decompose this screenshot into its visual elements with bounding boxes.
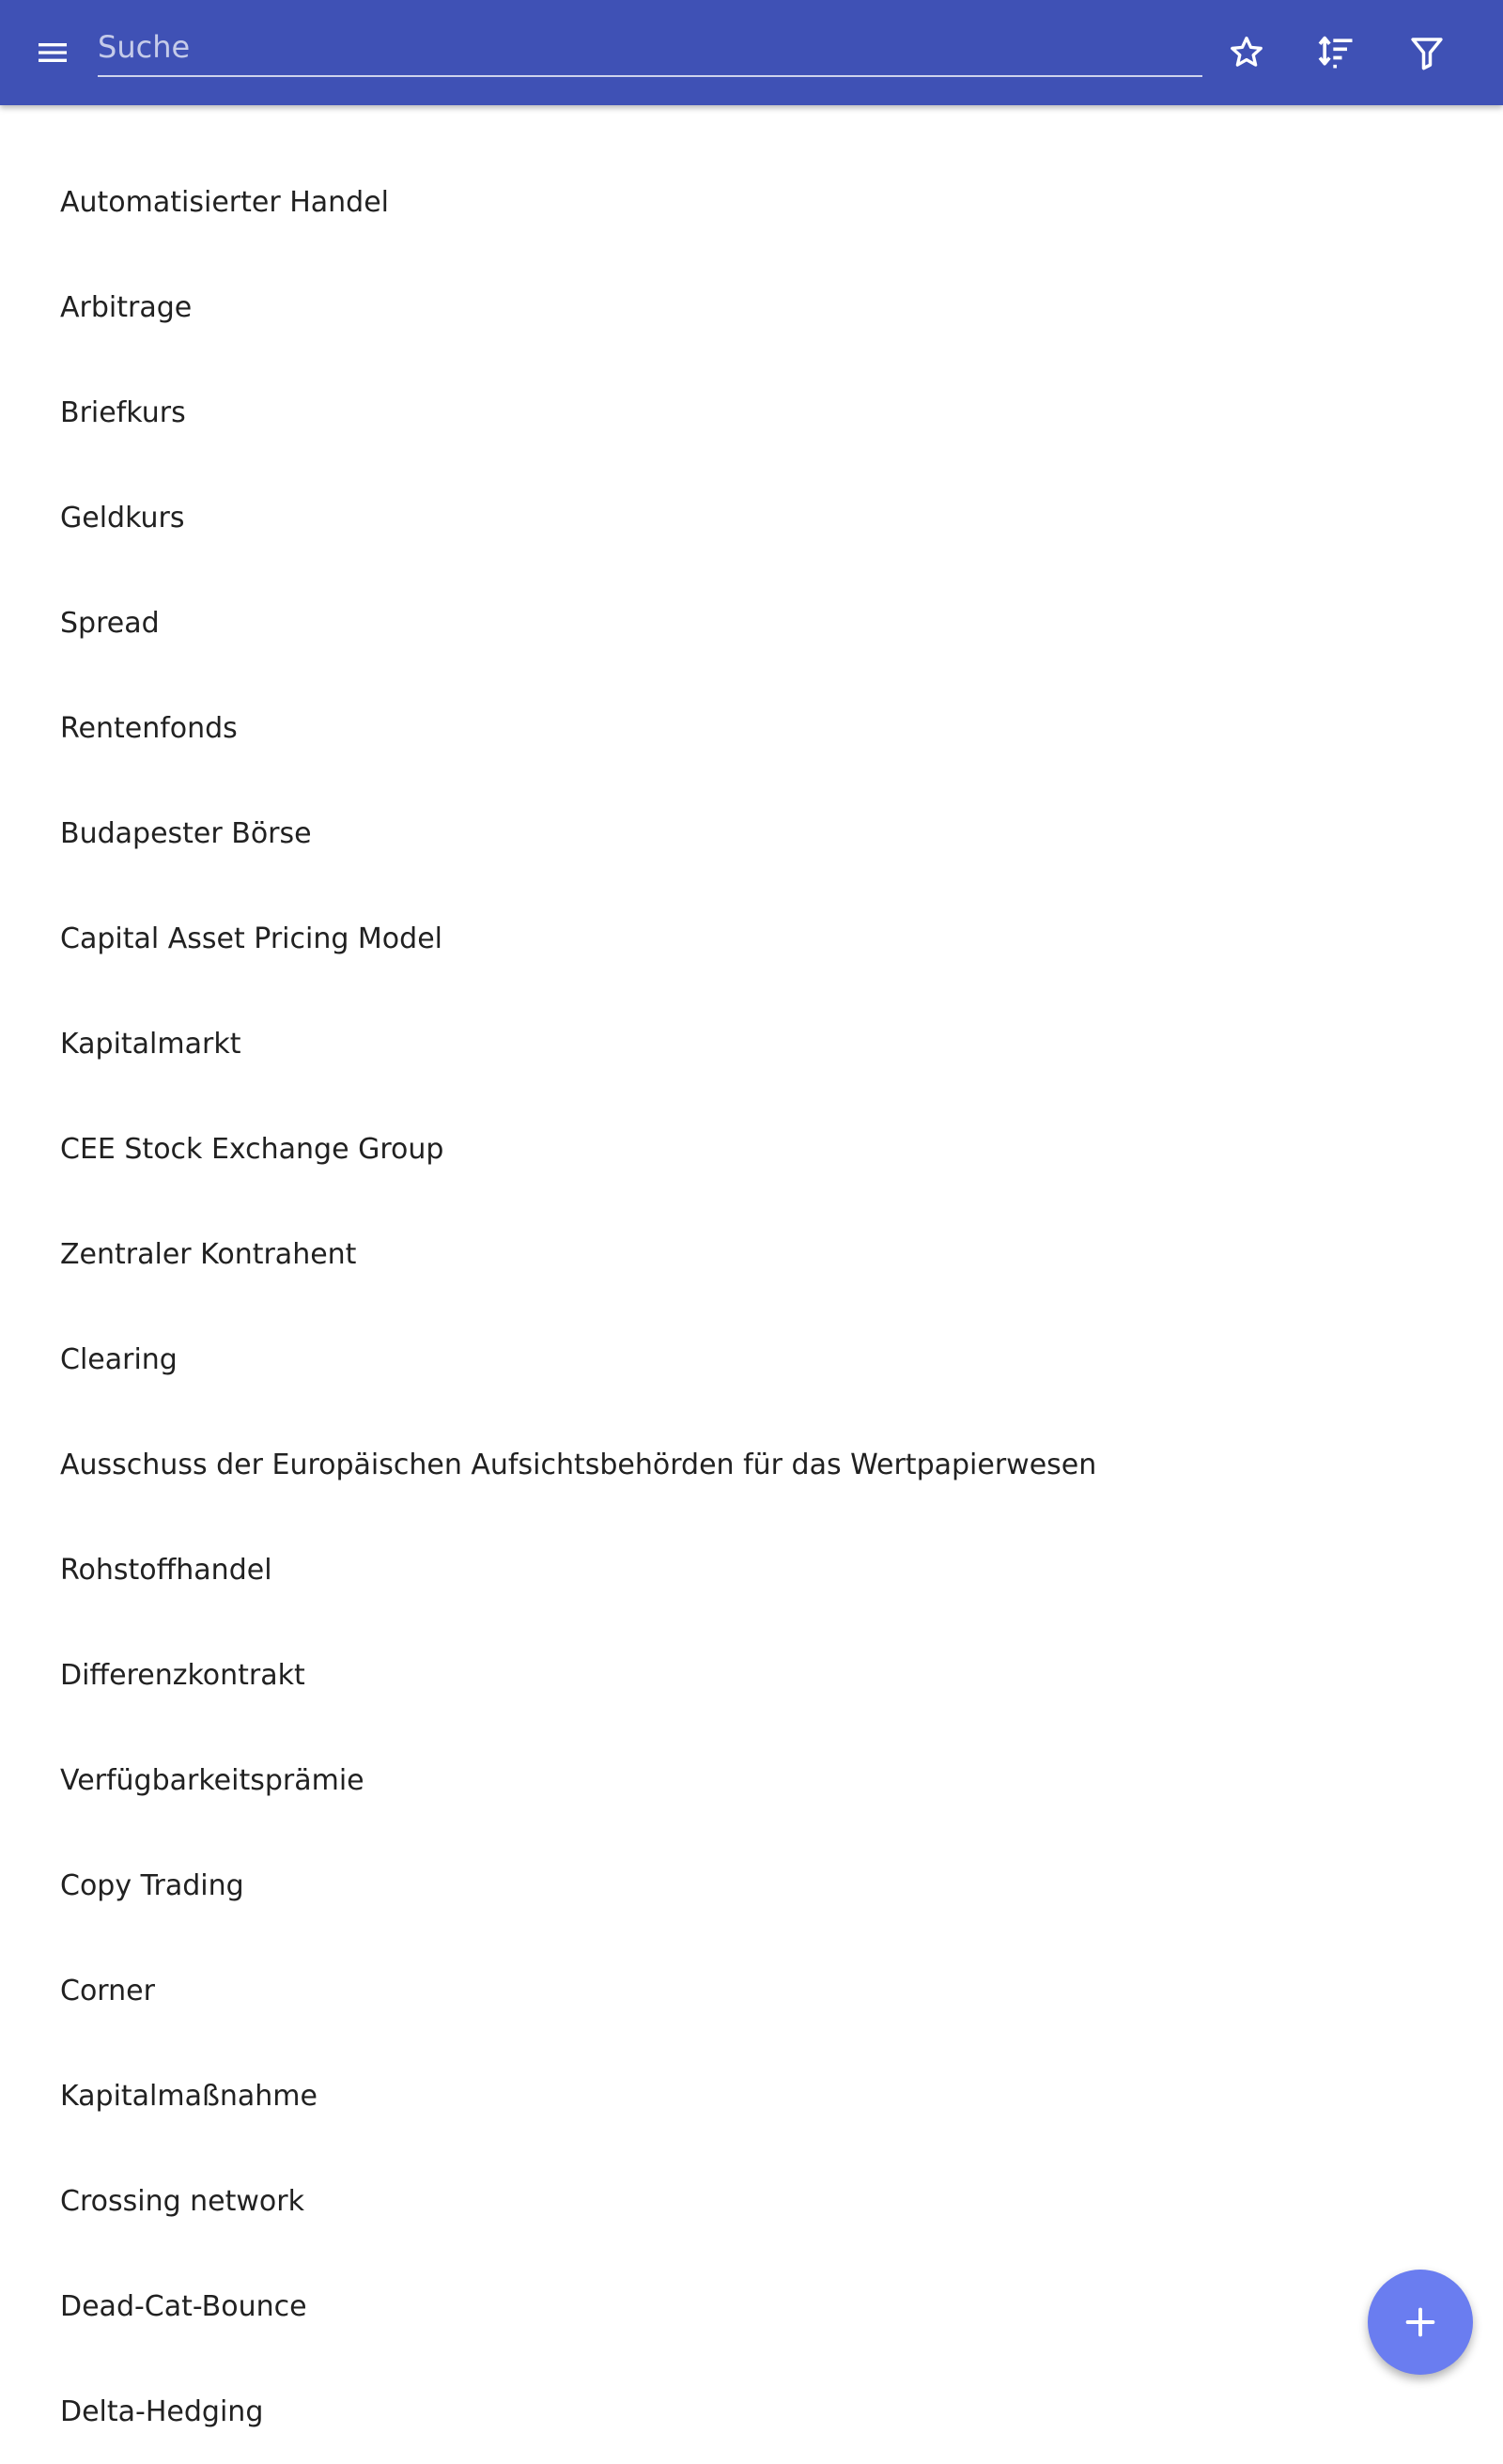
list-item[interactable] — [0, 2359, 1503, 2464]
list-item-label: Kapitalmaßnahme — [60, 2079, 318, 2113]
list-item-label: Crossing network — [60, 2184, 304, 2218]
list-item[interactable] — [0, 2148, 1503, 2254]
list-item[interactable] — [0, 781, 1503, 886]
search-field — [98, 19, 1202, 77]
list-item[interactable] — [0, 991, 1503, 1096]
list-item-label: Dead-Cat-Bounce — [60, 2289, 307, 2323]
list-item[interactable] — [0, 886, 1503, 991]
list-item-label: Delta-Hedging — [60, 2394, 264, 2428]
filter-button[interactable] — [1397, 23, 1457, 83]
list-item-label: Clearing — [60, 1342, 178, 1376]
list-item[interactable] — [0, 1201, 1503, 1307]
menu-icon — [34, 34, 71, 71]
list-item[interactable] — [0, 2254, 1503, 2359]
add-button[interactable] — [1368, 2270, 1473, 2375]
list-item-label: Arbitrage — [60, 290, 193, 324]
list-item[interactable] — [0, 255, 1503, 360]
list-item[interactable] — [0, 360, 1503, 465]
list-item[interactable] — [0, 1517, 1503, 1622]
list-item[interactable] — [0, 149, 1503, 255]
list-item[interactable] — [0, 1307, 1503, 1412]
sort-button[interactable] — [1307, 23, 1367, 83]
list-item-label: Automatisierter Handel — [60, 185, 389, 219]
list-item-label: Briefkurs — [60, 395, 186, 429]
filter-icon — [1407, 33, 1447, 72]
list-item-label: Differenzkontrakt — [60, 1658, 305, 1692]
list-item[interactable] — [0, 1728, 1503, 1833]
list-item[interactable] — [0, 1096, 1503, 1201]
list-item-label: Corner — [60, 1974, 155, 2007]
term-list — [0, 105, 1503, 2428]
list-item[interactable] — [0, 1412, 1503, 1517]
list-item-label: Zentraler Kontrahent — [60, 1237, 357, 1271]
plus-icon — [1402, 2303, 1439, 2341]
menu-button[interactable] — [23, 23, 83, 83]
list-item[interactable] — [0, 2043, 1503, 2148]
sort-icon — [1316, 32, 1357, 73]
list-item[interactable] — [0, 675, 1503, 781]
star-outline-icon — [1227, 33, 1266, 72]
list-item-label: CEE Stock Exchange Group — [60, 1132, 444, 1166]
favorites-button[interactable] — [1216, 23, 1277, 83]
list-item-label: Verfügbarkeitsprämie — [60, 1763, 364, 1797]
list-item-label: Rentenfonds — [60, 711, 238, 745]
search-input[interactable] — [98, 19, 1202, 75]
app-bar — [0, 0, 1503, 105]
list-item-label: Ausschuss der Europäischen Aufsichtsbehörden für das Wertpapierwesen — [60, 1448, 1097, 1481]
list-item[interactable] — [0, 570, 1503, 675]
list-item[interactable] — [0, 1833, 1503, 1938]
list-item-label: Budapester Börse — [60, 816, 312, 850]
list-item-label: Kapitalmarkt — [60, 1027, 241, 1061]
list-item-label: Rohstoffhandel — [60, 1553, 272, 1587]
list-item-label: Spread — [60, 606, 160, 640]
list-item-label: Capital Asset Pricing Model — [60, 922, 442, 955]
list-item[interactable] — [0, 465, 1503, 570]
list-item[interactable] — [0, 1938, 1503, 2043]
list-item[interactable] — [0, 1622, 1503, 1728]
list-item-label: Geldkurs — [60, 501, 185, 535]
list-item-label: Copy Trading — [60, 1868, 244, 1902]
